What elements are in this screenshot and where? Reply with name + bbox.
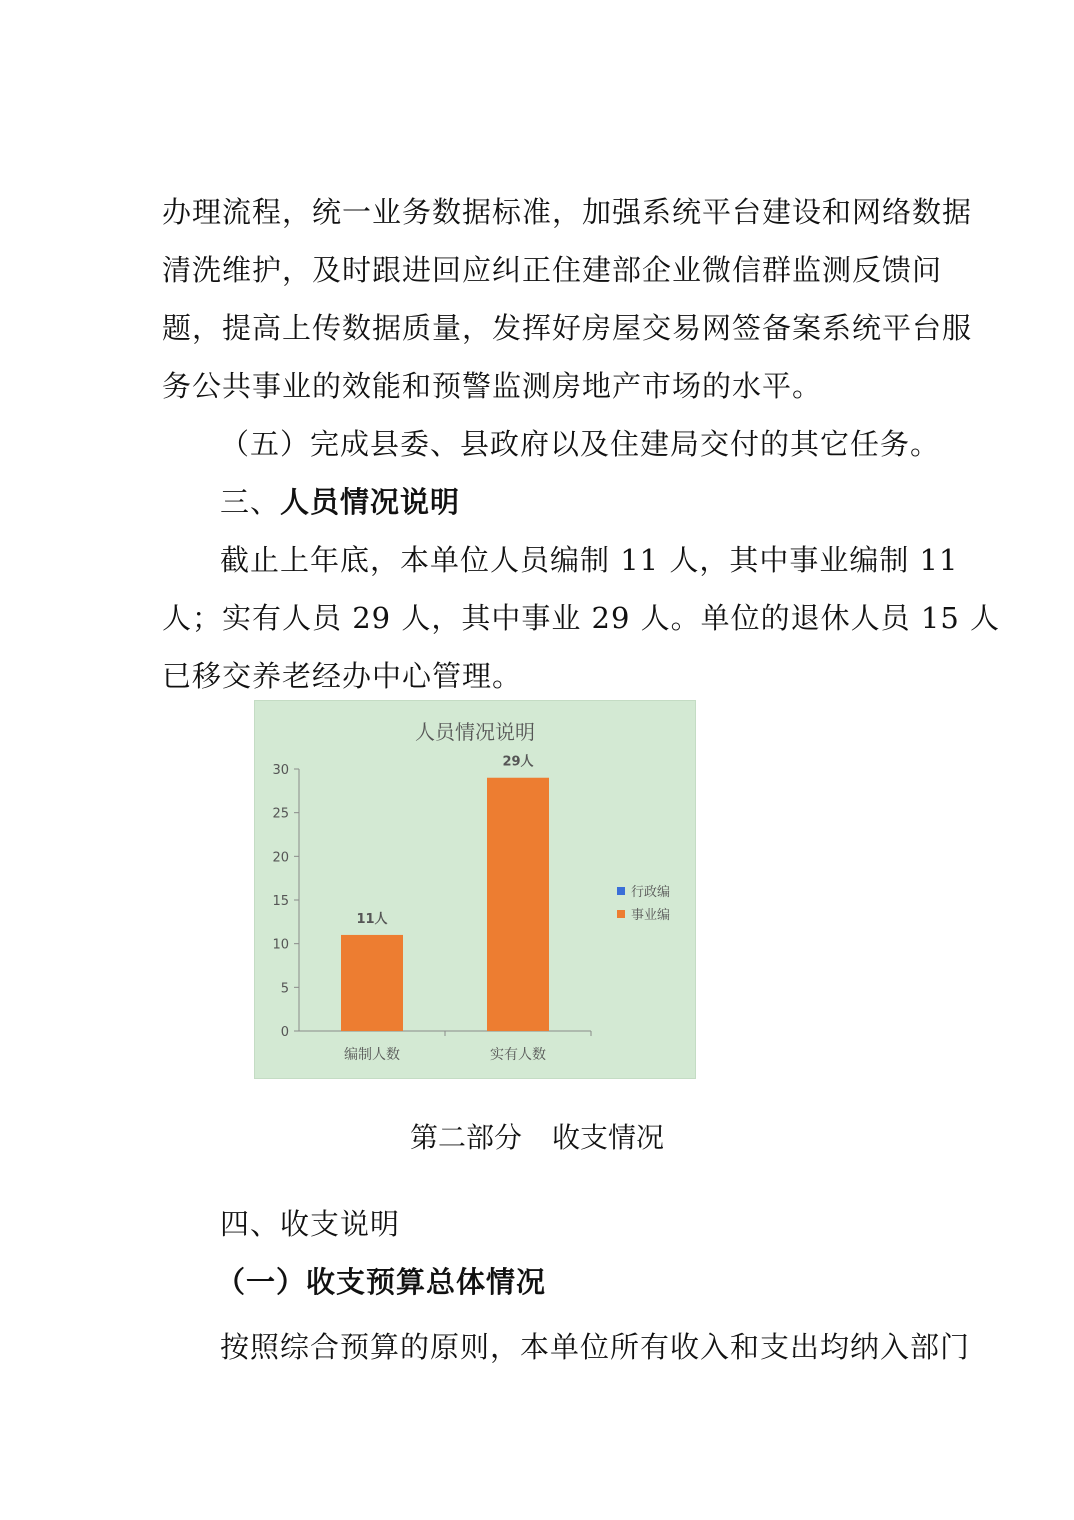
x-tick-label: 实有人数 [490, 1047, 546, 1063]
paragraph-line: 已移交养老经办中心管理。 [162, 659, 523, 693]
y-tick-label: 0 [280, 1025, 289, 1040]
staff-bar-chart [254, 700, 696, 1079]
section-3-title: 人员情况说明 [280, 485, 461, 519]
legend-label: 事业编 [631, 908, 671, 923]
section-4-heading: 四、收支说明 [220, 1207, 401, 1241]
y-tick-label: 25 [272, 806, 289, 822]
chart-canvas [255, 701, 695, 1078]
part-2-title: 收支情况 [552, 1121, 665, 1154]
x-tick-label: 编制人数 [344, 1047, 400, 1063]
section-4-subtitle: （一）收支预算总体情况 [216, 1265, 547, 1299]
bar-1 [341, 935, 403, 1031]
paragraph-line: 清洗维护，及时跟进回应纠正住建部企业微信群监测反馈问 [162, 253, 943, 287]
legend-swatch [617, 887, 625, 895]
y-tick-label: 15 [272, 894, 289, 909]
paragraph-line: 题，提高上传数据质量，发挥好房屋交易网签备案系统平台服 [162, 311, 973, 345]
paragraph-line: 截止上年底，本单位人员编制 11 人，其中事业编制 11 [220, 543, 959, 577]
paragraph-line: 务公共事业的效能和预警监测房地产市场的水平。 [162, 369, 823, 403]
legend-swatch [617, 910, 625, 918]
chart-title: 人员情况说明 [415, 720, 535, 744]
paragraph-line: 人；实有人员 29 人，其中事业 29 人。单位的退休人员 15 人 [162, 601, 1001, 635]
part-2-label: 第二部分 [409, 1121, 522, 1154]
item-5-text: （五）完成县委、县政府以及住建局交付的其它任务。 [220, 427, 941, 461]
section-3-heading [220, 482, 928, 522]
section-3-prefix: 三、 [220, 485, 281, 519]
data-label: 11人 [356, 911, 388, 927]
part-2-heading [0, 1118, 1074, 1158]
y-tick-label: 30 [272, 763, 289, 778]
paragraph-line: 办理流程，统一业务数据标准，加强系统平台建设和网络数据 [162, 195, 973, 229]
paragraph-line: 按照综合预算的原则，本单位所有收入和支出均纳入部门 [220, 1330, 971, 1364]
bar-2 [487, 778, 549, 1031]
y-tick-label: 10 [272, 937, 289, 953]
y-tick-label: 20 [272, 850, 289, 866]
legend-label: 行政编 [631, 885, 671, 900]
y-tick-label: 5 [280, 981, 289, 997]
data-label: 29人 [502, 754, 534, 770]
